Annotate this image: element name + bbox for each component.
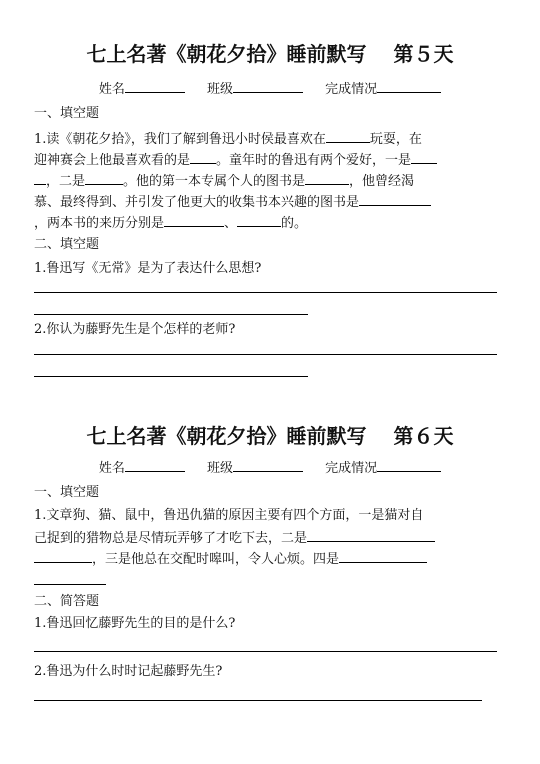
status-label: 完成情况 [325,82,378,97]
blank-reason-two[interactable] [307,529,435,542]
answer-line[interactable] [34,700,482,701]
answer-line[interactable] [34,314,308,315]
blank-reason-two-cont[interactable] [34,550,92,563]
sheet6-q1-line2 [34,529,435,547]
text: ，他曾经渴 [349,174,415,189]
blank-first-book[interactable] [305,172,349,185]
blank-desired-book[interactable] [359,193,431,206]
answer-line[interactable] [34,292,497,293]
text: 己捉到的猎物总是尽情玩弄够了才吃下去，二是 [34,531,308,546]
sheet5-q1-line4 [34,193,431,211]
class-label: 班级 [206,82,233,97]
sheet5-q1-line3 [34,172,414,190]
sheet6-q1-line1: 1.文章狗、猫、鼠中，鲁迅仇猫的原因主要有四个方面，一是猫对自 [34,508,424,523]
name-blank[interactable] [125,80,185,93]
blank-origin-one[interactable] [164,214,224,227]
blank-hobby-one-cont[interactable] [34,172,46,185]
blank-origin-two[interactable] [237,214,281,227]
sheet6-question-purpose: 1.鲁迅回忆藤野先生的目的是什么? [34,616,236,631]
answer-line[interactable] [34,651,497,652]
class-blank[interactable] [233,459,303,472]
sheet6-section2-heading: 二、简答题 [34,594,100,609]
sheet5-section2-heading: 二、填空题 [34,237,100,252]
text: 慕、最终得到、并引发了他更大的收集书本兴趣的图书是 [34,195,360,210]
text: 。他的第一本专属个人的图书是 [123,174,306,189]
sheet5-q1-line1 [34,130,422,148]
blank-hobby-one[interactable] [411,151,437,164]
status-label: 完成情况 [325,461,378,476]
sheet5-section1-heading: 一、填空题 [34,106,100,121]
blank-hobby-two[interactable] [85,172,123,185]
sheet5-question-fujino: 2.你认为藤野先生是个怎样的老师? [34,322,236,337]
status-blank[interactable] [377,459,441,472]
blank-play-place[interactable] [326,130,370,143]
name-blank[interactable] [125,459,185,472]
text: 迎神赛会上他最喜欢看的是 [34,153,191,168]
sheet6-question-remember: 2.鲁迅为什么时时记起藤野先生? [34,664,223,679]
class-label: 班级 [206,461,233,476]
status-blank[interactable] [377,80,441,93]
answer-line[interactable] [34,584,106,585]
sheet6-section1-heading: 一、填空题 [34,485,100,500]
text: 、 [224,216,238,231]
name-label: 姓名 [98,461,125,476]
text: 。童年时的鲁迅有两个爱好，一是 [216,153,412,168]
sheet5-student-info [0,80,540,98]
text: ，三是他总在交配时嗥叫，令人心烦。四是 [92,552,340,567]
text: 的。 [281,216,308,231]
name-label: 姓名 [98,82,125,97]
sheet5-q1-line5 [34,214,307,232]
answer-line[interactable] [34,376,308,377]
sheet6-q1-line3 [34,550,427,568]
answer-line[interactable] [34,354,497,355]
sheet5-q1-line2 [34,151,437,169]
text: ，二是 [46,174,86,189]
text: 玩耍，在 [369,132,422,147]
sheet5-question-wuchang: 1.鲁迅写《无常》是为了表达什么思想? [34,261,262,276]
sheet5-title: 七上名著《朝花夕拾》睡前默写 第５天 [86,42,454,66]
sheet6-title: 七上名著《朝花夕拾》睡前默写 第６天 [86,424,454,448]
text: ，两本书的来历分别是 [34,216,165,231]
class-blank[interactable] [233,80,303,93]
blank-reason-four[interactable] [339,550,427,563]
blank-favorite-show[interactable] [190,151,216,164]
sheet6-student-info [0,459,540,477]
text: 1.读《朝花夕拾》，我们了解到鲁迅小时侯最喜欢在 [34,132,326,147]
